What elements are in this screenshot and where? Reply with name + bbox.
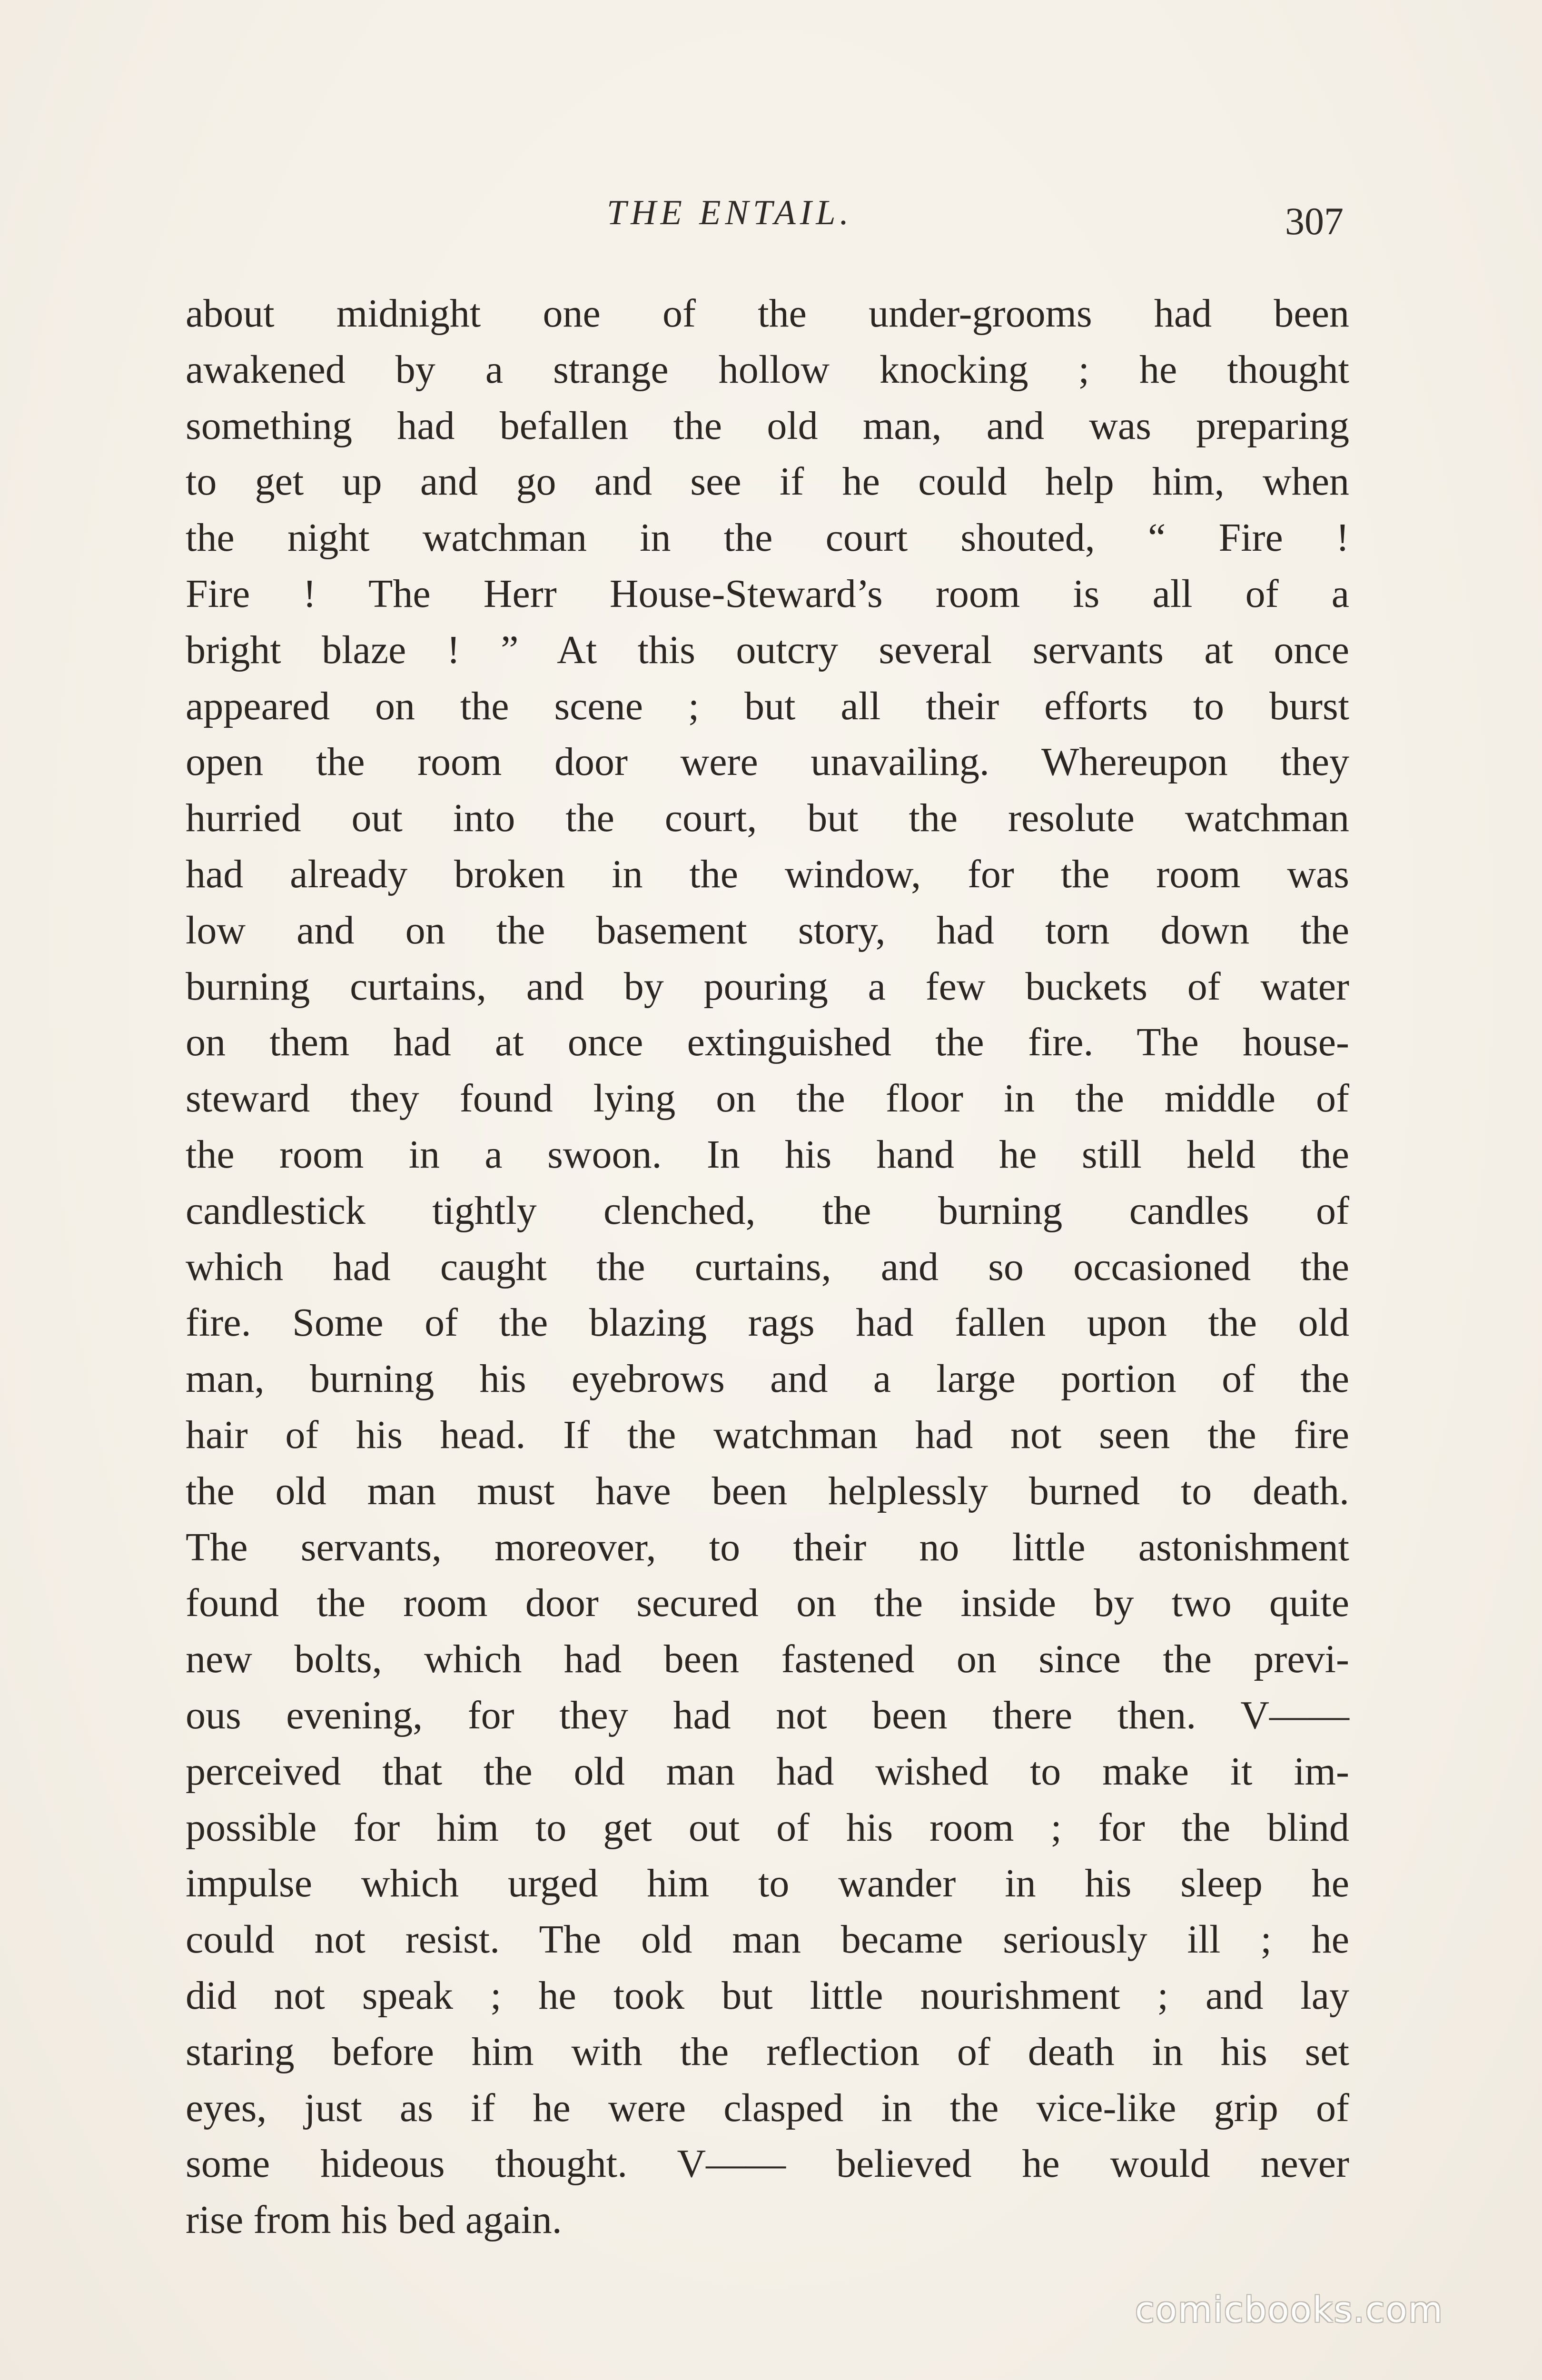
- text-line: did not speak ; he took but little nourishment ; and lay: [186, 1973, 1349, 2018]
- text-line: perceived that the old man had wished to make it im-: [186, 1749, 1349, 1794]
- running-head-title: THE ENTAIL.: [607, 193, 853, 232]
- text-line: burning curtains, and by pouring a few buckets of water: [186, 964, 1349, 1009]
- text-line: something had befallen the old man, and was preparing: [186, 403, 1349, 448]
- body-text: [186, 286, 1349, 2248]
- page-number: 307: [1285, 199, 1344, 243]
- text-line: had already broken in the window, for the room was: [186, 852, 1349, 896]
- text-line: man, burning his eyebrows and a large portion of the: [186, 1357, 1349, 1401]
- text-line: about midnight one of the under-grooms had been: [186, 291, 1349, 336]
- text-line: appeared on the scene ; but all their efforts to burst: [186, 684, 1349, 728]
- text-line: new bolts, which had been fastened on since the previ-: [186, 1637, 1349, 1682]
- text-line-last: rise from his bed again.: [186, 2198, 562, 2242]
- site-watermark: comicbooks.com: [1135, 2290, 1443, 2330]
- text-line: possible for him to get out of his room ; for the blind: [186, 1805, 1349, 1850]
- text-line: low and on the basement story, had torn down the: [186, 908, 1349, 952]
- text-line: Fire ! The Herr House-Steward’s room is all of a: [186, 571, 1349, 616]
- text-line: hair of his head. If the watchman had not seen the fire: [186, 1412, 1349, 1457]
- text-line: staring before him with the reflection of death in his set: [186, 2029, 1349, 2074]
- text-line: hurried out into the court, but the resolute watchman: [186, 796, 1349, 841]
- text-line: fire. Some of the blazing rags had fallen upon the old: [186, 1300, 1349, 1345]
- text-line: ous evening, for they had not been there then. V——: [186, 1693, 1349, 1737]
- text-line: the old man must have been helplessly burned to death.: [186, 1468, 1349, 1513]
- text-line: The servants, moreover, to their no little astonishment: [186, 1525, 1349, 1569]
- text-line: to get up and go and see if he could help him, when: [186, 459, 1349, 504]
- text-line: awakened by a strange hollow knocking ; he thought: [186, 347, 1349, 392]
- text-line: the room in a swoon. In his hand he still held the: [186, 1132, 1349, 1177]
- text-line: could not resist. The old man became seriously ill ; he: [186, 1917, 1349, 1962]
- text-line: open the room door were unavailing. Whereupon they: [186, 740, 1349, 784]
- text-line: candlestick tightly clenched, the burning candles of: [186, 1188, 1349, 1233]
- text-line: steward they found lying on the floor in the middle of: [186, 1076, 1349, 1121]
- text-line: on them had at once extinguished the fire. The house-: [186, 1020, 1349, 1065]
- text-line: the night watchman in the court shouted, “ Fire !: [186, 516, 1349, 560]
- text-line: impulse which urged him to wander in his sleep he: [186, 1861, 1349, 1906]
- text-line: which had caught the curtains, and so occasioned the: [186, 1244, 1349, 1289]
- text-line: eyes, just as if he were clasped in the vice-like grip of: [186, 2085, 1349, 2130]
- text-line: some hideous thought. V—— believed he would never: [186, 2142, 1349, 2186]
- text-line: found the room door secured on the inside by two quite: [186, 1581, 1349, 1626]
- text-line: bright blaze ! ” At this outcry several servants at once: [186, 627, 1349, 672]
